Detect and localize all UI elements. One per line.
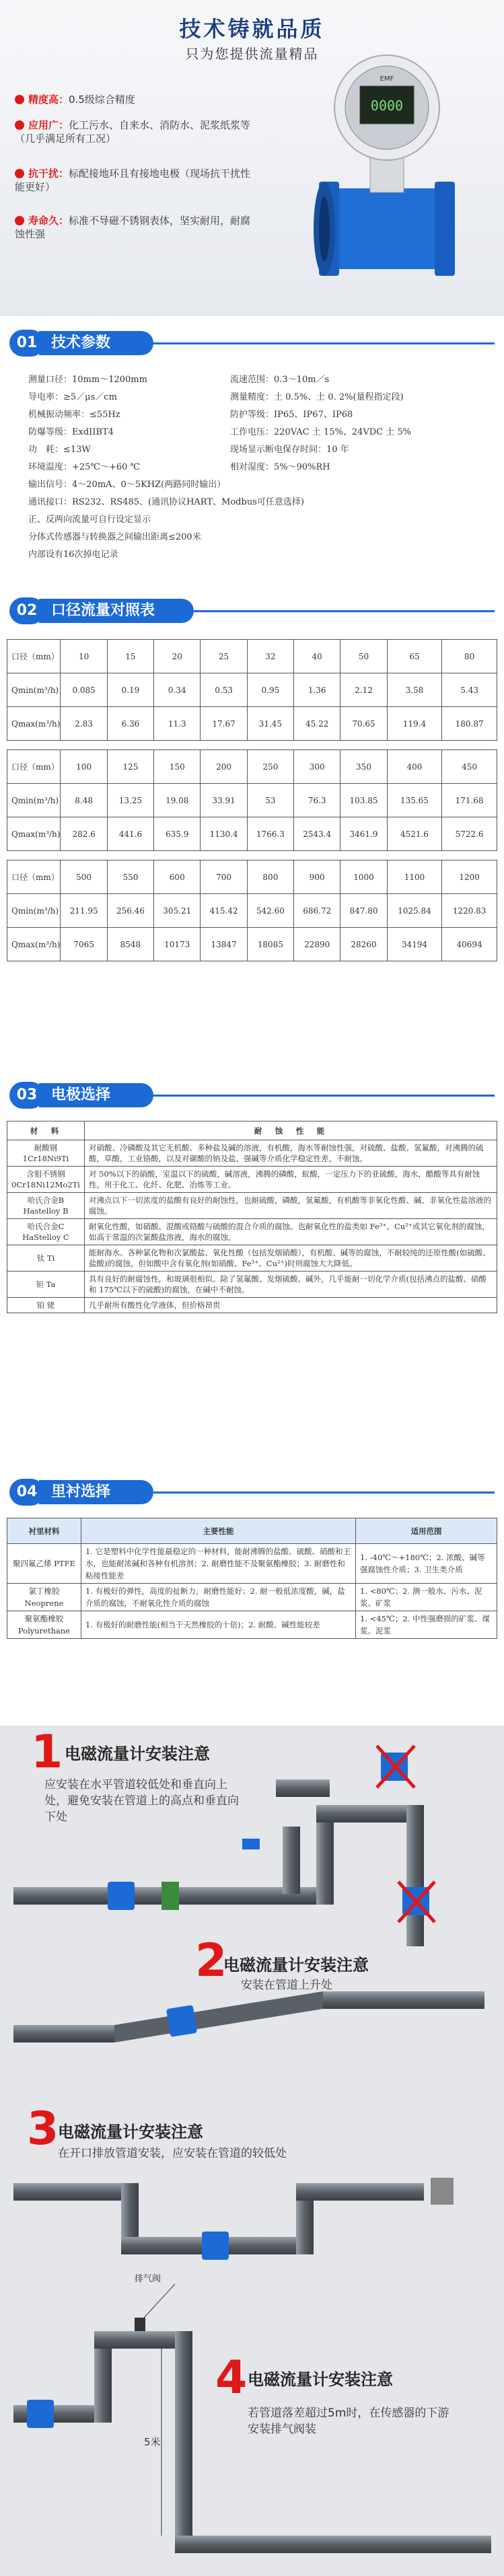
flow-cell: 400 xyxy=(387,750,442,784)
feature-anti-interference: 抗干扰：标配接地环且有接地电极（现场抗干扰性能更好） xyxy=(15,168,251,193)
drop-height-label: 5米 xyxy=(144,2436,161,2448)
flow-cell: 8.48 xyxy=(61,784,107,817)
flow-cell: 1766.3 xyxy=(247,817,293,851)
flow-cell: 3461.9 xyxy=(340,817,387,851)
flow-cell: 15 xyxy=(107,640,153,673)
note-number-3: 3 xyxy=(27,2102,59,2156)
flow-cell: 0.085 xyxy=(61,673,107,707)
bullet-icon xyxy=(15,95,24,104)
flow-cell: 7065 xyxy=(61,928,107,961)
flow-cell: 250 xyxy=(247,750,293,784)
flow-cell: 200 xyxy=(201,750,247,784)
flow-cell: 441.6 xyxy=(107,817,153,851)
flow-cell: 0.95 xyxy=(247,673,293,707)
flow-cell: 211.95 xyxy=(61,894,107,928)
section-number: 02 xyxy=(9,597,44,624)
note-number-4: 4 xyxy=(215,2351,248,2404)
param-row: 防爆等级：ExdIIBT4 工作电压：220VAC 土 15%、24VDC 土 5% xyxy=(28,427,412,437)
feature-lifespan: 寿命久：标准不导磁不锈钢表体，坚实耐用，耐腐蚀性强 xyxy=(15,215,251,240)
flow-cell: 450 xyxy=(442,750,497,784)
flow-cell: 2.83 xyxy=(61,707,107,741)
flow-cell: 125 xyxy=(107,750,153,784)
flow-cell: 135.65 xyxy=(387,784,442,817)
flow-cell: 282.6 xyxy=(61,817,107,851)
bullet-icon xyxy=(15,120,24,130)
flow-cell: 13847 xyxy=(201,928,247,961)
note-desc-4: 若管道落差超过5m时，在传感器的下游安装排气阀装 xyxy=(248,2406,449,2436)
flow-cell: 415.42 xyxy=(201,894,247,928)
flow-cell: 18085 xyxy=(247,928,293,961)
flow-cell: 1220.83 xyxy=(442,894,497,928)
flow-row-qmax xyxy=(7,817,497,851)
section-divider xyxy=(194,610,495,612)
section-header-04 xyxy=(0,1473,504,1511)
param-line: 通讯接口：RS232、RS485、(通讯协议HART、Modbus可任意选择) xyxy=(28,497,304,507)
lining-header-scope: 适用范围 xyxy=(356,1518,497,1544)
flow-cell: 53 xyxy=(247,784,293,817)
table-row: 哈氏合金C HaStelloy C 耐氧化性酸，如硝酸、混酸或铬酸与硫酸的混合介质的腐蚀。也耐氧化性的盐类如 Fe³⁺、Cu²⁺或其它氧化剂的腐蚀，如高于常温的次氯酸盐溶液，海水的腐蚀。 xyxy=(7,1219,497,1245)
flow-cell: 1025.84 xyxy=(387,894,442,928)
electrode-table xyxy=(7,1121,497,1313)
flow-cell: 350 xyxy=(340,750,387,784)
flowmeter-image xyxy=(276,54,498,316)
flow-row-label: Qmin(m³/h) xyxy=(7,784,61,817)
section-divider xyxy=(153,342,495,344)
flow-cell: 1.36 xyxy=(294,673,340,707)
flow-cell: 6.36 xyxy=(107,707,153,741)
diagram-1 xyxy=(13,1746,435,1946)
flow-cell: 103.85 xyxy=(340,784,387,817)
section-number: 03 xyxy=(9,1082,44,1109)
flow-cell: 686.72 xyxy=(294,894,340,928)
flow-row-qmax xyxy=(7,707,497,741)
flow-row-label: 口径（mm） xyxy=(7,750,61,784)
flow-row-label: Qmax(m³/h) xyxy=(7,817,61,851)
flow-cell: 17.67 xyxy=(201,707,247,741)
lining-table xyxy=(7,1518,497,1639)
flow-cell: 1100 xyxy=(387,860,442,894)
flow-cell: 1000 xyxy=(340,860,387,894)
flow-cell: 0.34 xyxy=(154,673,201,707)
device-display: 0000 xyxy=(370,98,404,114)
flow-cell: 800 xyxy=(247,860,293,894)
flow-cell: 550 xyxy=(107,860,153,894)
flow-cell: 80 xyxy=(442,640,497,673)
table-row: 钛 Ti 能耐海水、各种氯化物和次氯酸盐、氧化性酸（包括发烟硝酸），有机酸、碱等的腐蚀，不耐较纯的还原性酸(如硫酸、盐酸)的腐蚀，但如酸中含有氧化剂(如硝酸、Fe³⁺、Cu²⁺)时则腐蚀大大降低。 xyxy=(7,1245,497,1272)
lining-header-material: 衬里材料 xyxy=(7,1518,81,1544)
flow-cell: 34194 xyxy=(387,928,442,961)
lining-header-performance: 主要性能 xyxy=(81,1518,356,1544)
flow-cell: 847.80 xyxy=(340,894,387,928)
param-line: 内部设有16次掉电记录 xyxy=(28,550,118,560)
flow-row-dn xyxy=(7,640,497,673)
note-title-2: 电磁流量计安装注意 xyxy=(223,1956,369,1975)
flow-cell: 900 xyxy=(294,860,340,894)
flow-cell: 5722.6 xyxy=(442,817,497,851)
banner xyxy=(0,0,504,316)
flow-cell: 2.12 xyxy=(340,673,387,707)
flow-row-qmin xyxy=(7,784,497,817)
table-row: 含钼不锈钢 0Cr18Ni12Mo2Ti 对 50%以下的硝酸，室温以下的硫酸，碱溶液，沸腾的磷酸，蚁酸，一定压力下的亚硫酸，海水，醋酸等具有耐蚀性。用于化工、化纤、化肥、冶炼等工业。 xyxy=(7,1167,497,1193)
flow-cell: 500 xyxy=(61,860,107,894)
param-row: 功 耗：≤13W 现场显示断电保存时间：10 年 xyxy=(28,445,349,455)
flow-cell: 171.68 xyxy=(442,784,497,817)
flow-row-label: Qmin(m³/h) xyxy=(7,673,61,707)
param-line: 分体式传感器与转换器之间输出距离≤200米 xyxy=(28,532,201,542)
note-desc-2: 安装在管道上升处 xyxy=(241,1979,332,1992)
flow-cell: 25 xyxy=(201,640,247,673)
section-header-01 xyxy=(0,324,504,362)
flow-cell: 542.60 xyxy=(247,894,293,928)
param-row: 环境温度：+25℃～+60 ℃ 相对湿度：5%～90%RH xyxy=(28,462,330,472)
device-brand: EMF xyxy=(380,75,394,83)
note-number-2: 2 xyxy=(195,1934,227,1987)
section-title: 里衬选择 xyxy=(39,1480,153,1504)
param-row: 导电率：≥5／μs／cm 测量精度：土 0.5%、土 0. 2%(量程指定段) xyxy=(28,392,404,402)
section-divider xyxy=(153,1095,495,1097)
table-row: 聚氨酯橡胶 Polyurethane 1. 有极好的耐磨性能(相当于天然橡胶的十倍)；2. 耐酸、碱性能较差 1. <45℃；2. 中性强磨损的矿浆、煤浆、泥浆 xyxy=(7,1611,497,1639)
flow-row-label: Qmax(m³/h) xyxy=(7,707,61,741)
flow-row-label: Qmax(m³/h) xyxy=(7,928,61,961)
electrode-header-material: 材 料 xyxy=(7,1121,85,1140)
tech-params xyxy=(28,371,486,564)
section-header-02 xyxy=(0,592,504,630)
flow-row-label: 口径（mm） xyxy=(7,860,61,894)
flow-cell: 50 xyxy=(340,640,387,673)
note-desc-3: 在开口排放管道安装，应安装在管道的较低处 xyxy=(58,2147,287,2160)
param-row: 机械振动频率：≤55Hz 防护等级：IP65、IP67、IP68 xyxy=(28,410,353,420)
flow-row-dn xyxy=(7,860,497,894)
flow-cell: 76.3 xyxy=(294,784,340,817)
table-row: 聚四氟乙烯 PTFE 1. 它是塑料中化学性能最稳定的一种材料，能耐沸腾的盐酸、硫酸、硝酸和王水，也能耐浓碱和各种有机溶剂；2. 耐磨性能不及聚氨酯橡胶；3. 耐磨性和粘接性能差 1. -40℃～+180℃；2. 浓酸、碱等强腐蚀性介质；3. 卫生类介质 xyxy=(7,1544,497,1584)
param-row: 测量口径：10mm～1200mm 流速范围：0.3～10m／s xyxy=(28,375,330,385)
flow-spacer xyxy=(7,741,497,750)
flow-cell: 13.25 xyxy=(107,784,153,817)
note-title-1: 电磁流量计安装注意 xyxy=(65,1744,210,1763)
flow-cell: 20 xyxy=(154,640,201,673)
electrode-header-corrosion: 耐 蚀 性 能 xyxy=(84,1121,497,1140)
vent-valve-label: 排气阀 xyxy=(135,2274,161,2284)
flow-cell: 0.53 xyxy=(201,673,247,707)
flow-row-qmin xyxy=(7,673,497,707)
note-title-3: 电磁流量计安装注意 xyxy=(58,2123,203,2141)
flow-row-label: Qmin(m³/h) xyxy=(7,894,61,928)
flow-cell: 70.65 xyxy=(340,707,387,741)
flow-cell: 19.08 xyxy=(154,784,201,817)
flow-cell: 45.22 xyxy=(294,707,340,741)
note-number-1: 1 xyxy=(31,1726,63,1779)
flow-table-container xyxy=(7,639,497,961)
section-divider xyxy=(153,1492,495,1494)
flow-spacer xyxy=(7,851,497,860)
flow-cell: 1130.4 xyxy=(201,817,247,851)
flow-cell: 0.19 xyxy=(107,673,153,707)
flow-cell: 5.43 xyxy=(442,673,497,707)
flow-cell: 300 xyxy=(294,750,340,784)
flow-row-qmin xyxy=(7,894,497,928)
flow-cell: 28260 xyxy=(340,928,387,961)
flow-cell: 600 xyxy=(154,860,201,894)
table-row: 氯丁橡胶 Neoprene 1. 有极好的弹性，高度的扯断力，耐磨性能好；2. 耐一般低浓度酸，碱，盐介质的腐蚀，不耐氧化性介质的腐蚀 1. <80℃；2. 测一般水、污水、泥浆、矿浆 xyxy=(7,1584,497,1611)
table-row: 哈氏合金B Hastelloy B 对沸点以下一切浓度的盐酸有良好的耐蚀性，也耐硫酸，磷酸，氢氟酸，有机酸等非氧化性酸、碱、非氧化性盐溶液的腐蚀。 xyxy=(7,1193,497,1219)
diagram-2 xyxy=(13,1991,484,2043)
flow-cell: 40 xyxy=(294,640,340,673)
flow-cell: 305.21 xyxy=(154,894,201,928)
section-title: 口径流量对照表 xyxy=(39,599,194,623)
feature-application: 应用广：化工污水、自来水、消防水、泥浆纸浆等（几乎满足所有工况） xyxy=(15,119,251,145)
param-line: 正、反两向流量可自行设定显示 xyxy=(28,515,151,525)
section-number: 01 xyxy=(9,330,44,357)
flow-cell: 65 xyxy=(387,640,442,673)
flow-cell: 635.9 xyxy=(154,817,201,851)
flow-row-label: 口径（mm） xyxy=(7,640,61,673)
section-header-03 xyxy=(0,1076,504,1114)
flow-cell: 22890 xyxy=(294,928,340,961)
flow-cell: 32 xyxy=(247,640,293,673)
flow-cell: 150 xyxy=(154,750,201,784)
feature-accuracy: 精度高：0.5级综合精度 xyxy=(15,93,311,106)
flow-cell: 31.45 xyxy=(247,707,293,741)
flow-cell: 256.46 xyxy=(107,894,153,928)
flow-cell: 700 xyxy=(201,860,247,894)
flow-cell: 119.4 xyxy=(387,707,442,741)
note-title-4: 电磁流量计安装注意 xyxy=(248,2370,393,2389)
flow-row-dn xyxy=(7,750,497,784)
section-title: 技术参数 xyxy=(39,331,153,355)
flow-cell: 11.3 xyxy=(154,707,201,741)
flow-table xyxy=(7,639,497,961)
flow-cell: 33.91 xyxy=(201,784,247,817)
flow-cell: 4521.6 xyxy=(387,817,442,851)
section-title: 电极选择 xyxy=(39,1083,153,1107)
note-desc-1: 应安装在水平管道较低处和垂直向上处，避免安装在管道上的高点和垂直向下处 xyxy=(44,1778,239,1824)
flow-cell: 2543.4 xyxy=(294,817,340,851)
flow-cell: 1200 xyxy=(442,860,497,894)
banner-subtitle: 只为您提供流量精品 xyxy=(185,46,319,62)
flow-cell: 10173 xyxy=(154,928,201,961)
banner-title: 技术铸就品质 xyxy=(179,16,325,42)
param-line: 输出信号：4～20mA、0～5KHZ(两路同时输出） xyxy=(28,480,226,490)
flow-cell: 40694 xyxy=(442,928,497,961)
install-notes xyxy=(0,1726,504,2576)
flow-cell: 10 xyxy=(61,640,107,673)
table-row: 耐酸钢 1Cr18Ni9Ti 对硝酸、冷磷酸及其它无机酸、多种盐及碱的溶液，有机酸，海水等耐蚀性强，对硫酸、盐酸、氢氟酸，对沸腾的硫酸，草酸，工业铬酸，以及对碳酸的钠及盐、强碱等介质化学稳定性差，不耐蚀。 xyxy=(7,1140,497,1167)
flow-cell: 3.58 xyxy=(387,673,442,707)
flow-row-qmax xyxy=(7,928,497,961)
diagram-3 xyxy=(13,2178,454,2260)
flow-cell: 8548 xyxy=(107,928,153,961)
table-row: 钽 Ta 具有良好的耐腐蚀性，和玻璃很相似。除了氢氟酸、发烟硫酸、碱外，几乎能耐一切化学介质(包括沸点的盐酸、硝酸和 175℃以下的硫酸)的腐蚀，在碱中不耐蚀。 xyxy=(7,1272,497,1298)
table-row: 铂 铑 几乎耐所有酸性化学液体，但价格昂贵 xyxy=(7,1298,497,1313)
section-number: 04 xyxy=(9,1479,44,1506)
flow-cell: 100 xyxy=(61,750,107,784)
flow-cell: 180.87 xyxy=(442,707,497,741)
bullet-icon xyxy=(15,169,24,178)
bullet-icon xyxy=(15,216,24,225)
